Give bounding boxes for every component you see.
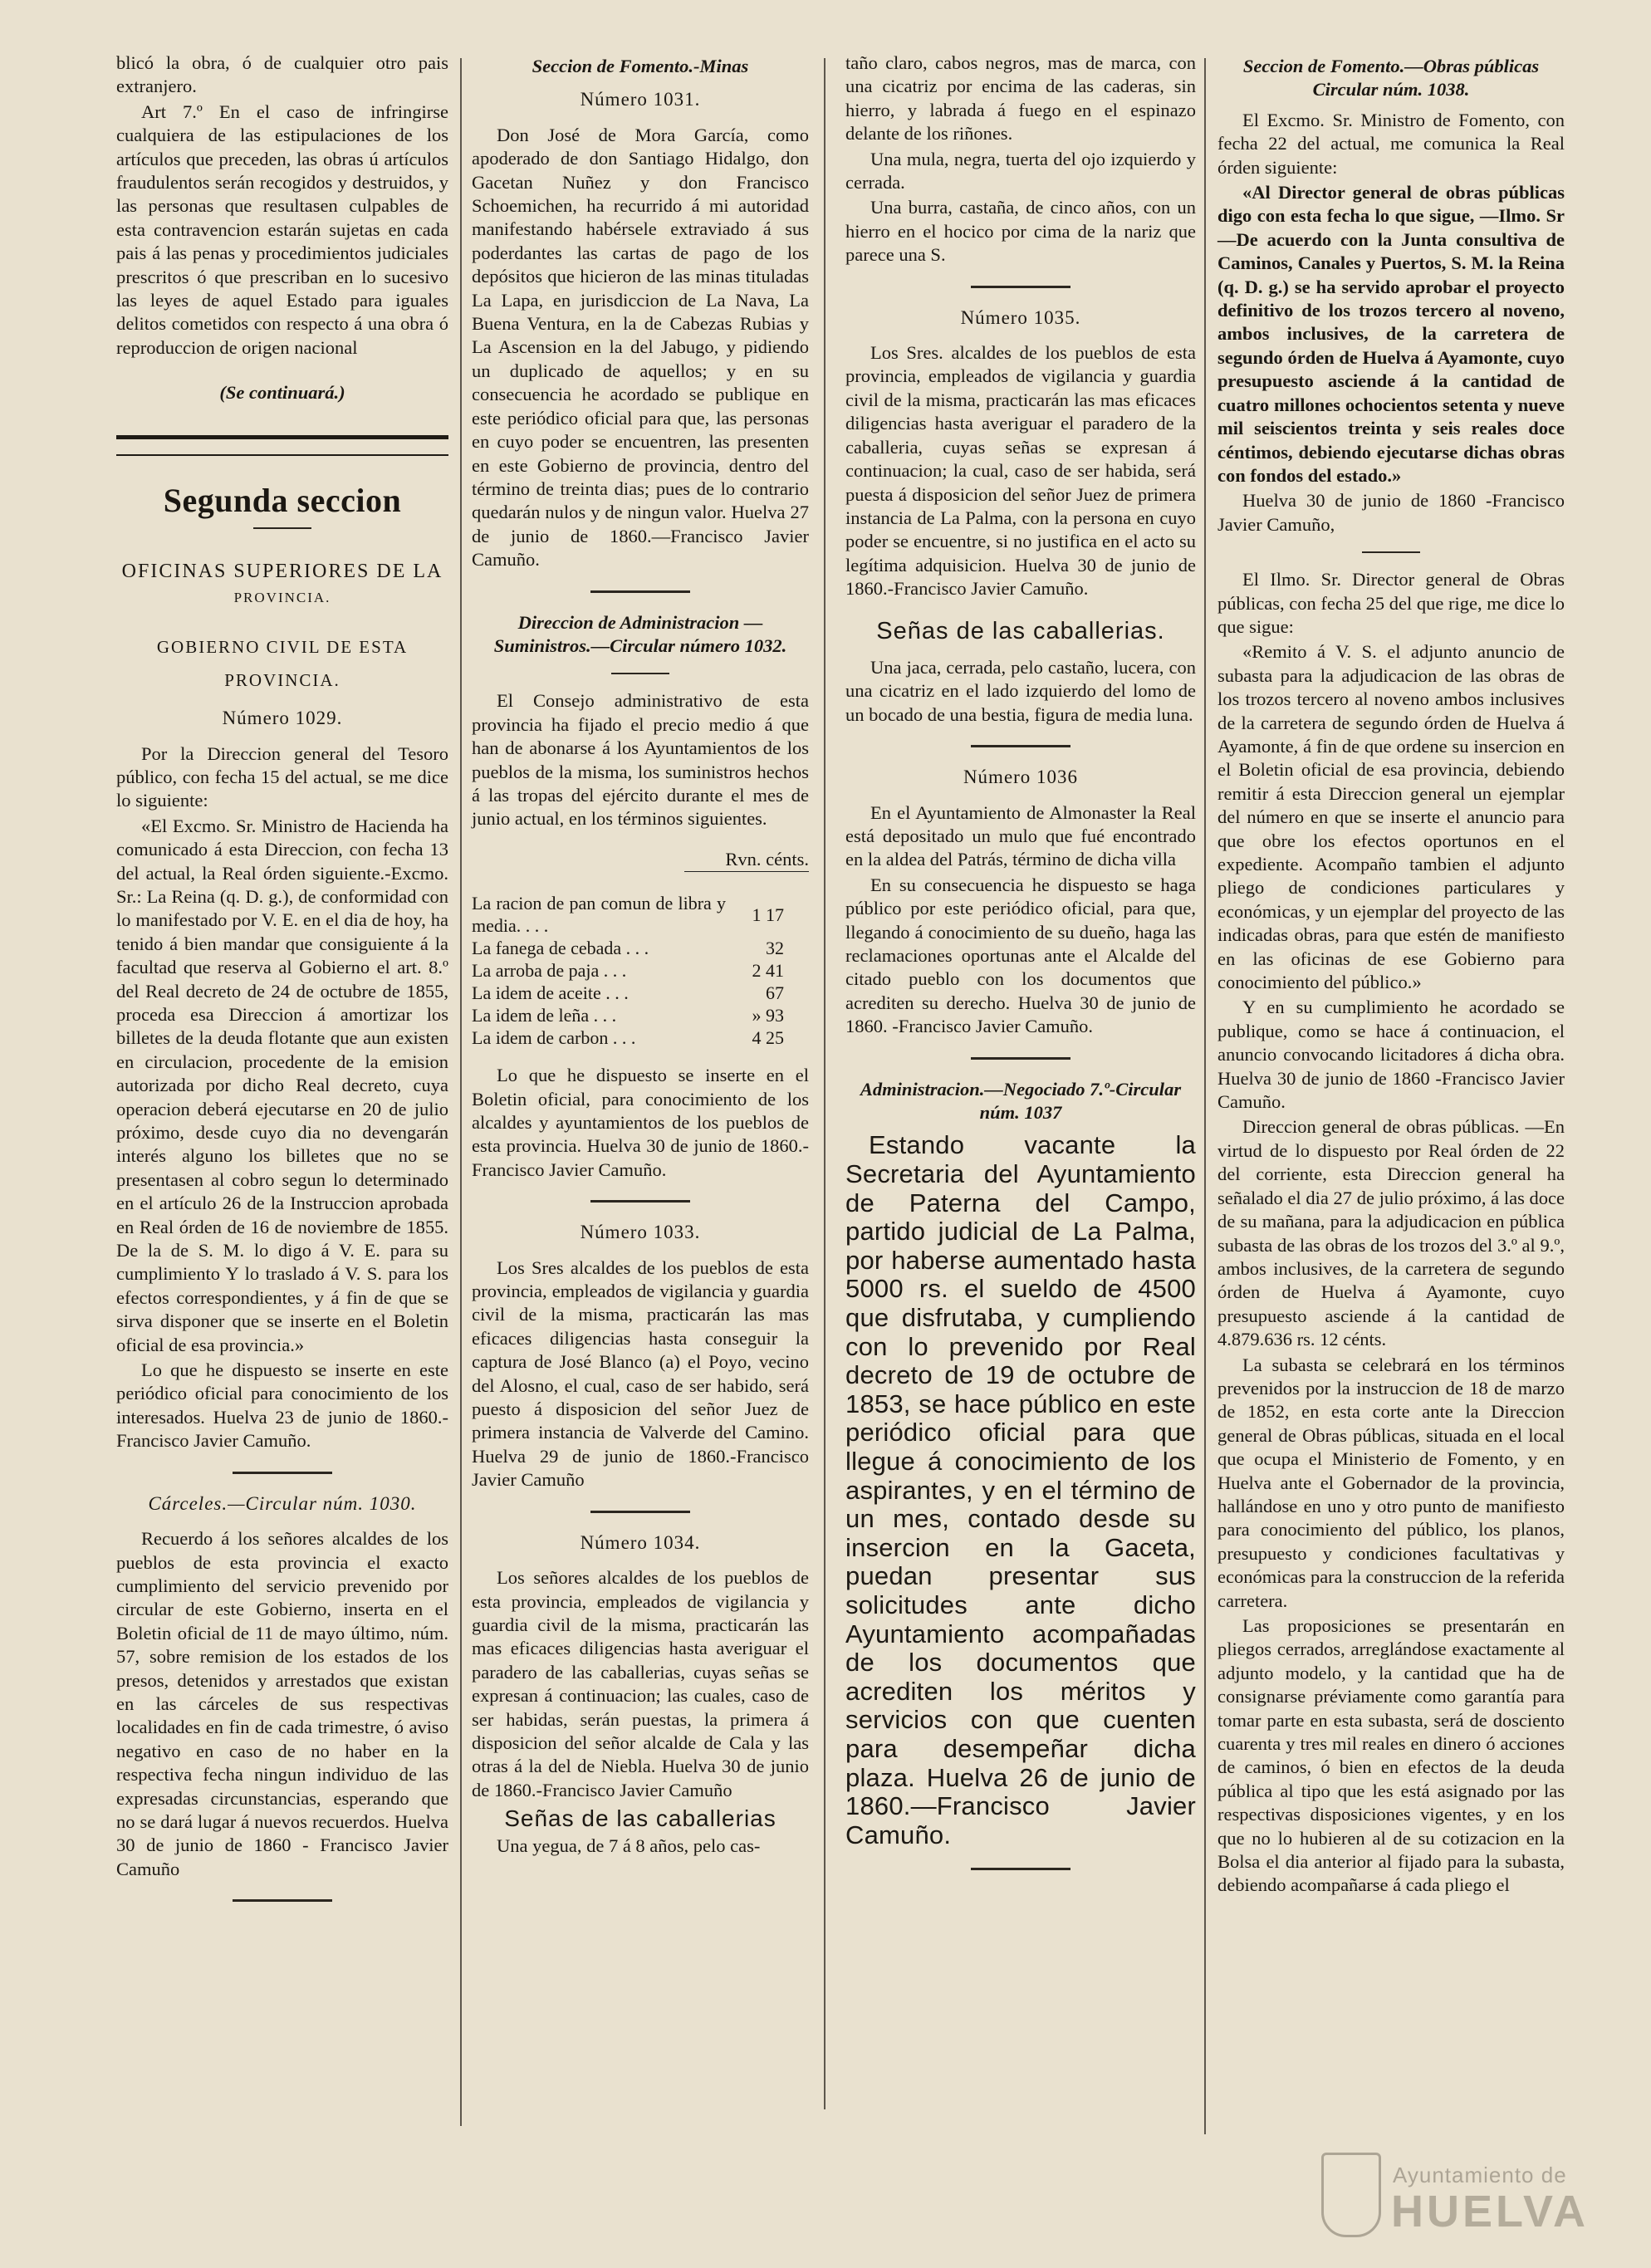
separator	[971, 1868, 1070, 1870]
paragraph: Recuerdo á los señores alcaldes de los pueblos de esta provincia el exacto cumplimiento del servicio prevenido por circular de este Gobierno, inserta en el Boletin oficial de 11 de mayo último, núm. 57, sobre remision de los estados de los presos, detenidos y arrestados que existan en las cárceles de sus respectivas localidades en fin de cada trimestre, ó aviso negativo en caso de no haber en la respectiva fecha ningun individuo de las expresadas circunstancias, esperando que no se dará lugar á nuevos recuerdos. Huelva 30 de junio de 1860 - Francisco Javier Camuño	[116, 1528, 448, 1879]
section-rule	[116, 454, 448, 456]
paragraph: La subasta se celebrará en los términos prevenidos por la instruccion de 18 de marzo de 1852, en esta corte ante la Direccion general de Obras públicas, situada en el local que ocupa el Ministerio de Fomento, y en Huelva ante el Gobernador de la provincia, hallándose en uno y otro punto de manifiesto para conocimiento del público, los planos, presupuesto y condiciones facultativas y económicas para la construccion de la referida carretera.	[1217, 1354, 1565, 1611]
price-column-header: Rvn. cénts.	[684, 848, 809, 872]
separator	[1362, 551, 1420, 553]
paragraph: taño claro, cabos negros, mas de marca, con una cicatriz por encima de las caderas, sin hierro, y labrada á fuego en el espinazo delante de los riñones.	[845, 52, 1196, 145]
section-rule	[116, 435, 448, 439]
paragraph: Una mula, negra, tuerta del ojo izquierdo y cerrada.	[845, 148, 1196, 193]
reales-value: 1	[752, 904, 762, 925]
paragraph: Por la Direccion general del Tesoro público, con fecha 15 del actual, se me dice lo siguiente:	[116, 742, 448, 811]
price-table	[472, 892, 809, 1049]
paragraph: El Excmo. Sr. Ministro de Fomento, con fecha 22 del actual, me comunica la Real órden siguiente:	[1217, 109, 1565, 178]
paragraph: «Remito á V. S. el adjunto anuncio de subasta para la adjudicacion de las obras de los trozos tercero al noveno ambos inclusives de la carretera de segundo órden de Huelva á Ayamonte, á fin de que ordene su insercion en el Boletin oficial de esa provincia, debiendo remitir á esta Direccion general un ejemplar del número en que se inserte el anuncio para que obre los efectos oportunos en el expediente. Acompaño tambien el adjunto pliego de condiciones particulares y económicas, y un ejemplar del proyecto de las indicadas obras, para que estén de manifiesto en las oficinas de ese Gobierno para conocimiento del público.»	[1217, 641, 1565, 993]
article-number: Número 1034.	[580, 1531, 701, 1553]
article-number: Número 1031.	[580, 89, 701, 110]
separator	[233, 1472, 332, 1474]
subsection-heading: GOBIERNO CIVIL DE ESTA PROVINCIA.	[156, 637, 409, 691]
paragraph: Huelva 30 de junio de 1860 -Francisco Javier Camuño,	[1217, 490, 1565, 535]
subheading: Señas de las caballerias	[504, 1805, 777, 1832]
watermark-line: Ayuntamiento de	[1393, 2163, 1567, 2187]
reales-value: »	[752, 1005, 762, 1026]
watermark-line: HUELVA	[1391, 2187, 1589, 2236]
table-row	[472, 892, 809, 937]
table-cell	[726, 959, 809, 982]
separator	[590, 1511, 690, 1513]
separator	[233, 1899, 332, 1902]
separator	[971, 286, 1070, 288]
article-heading: Cárceles.—Circular núm. 1030.	[148, 1492, 417, 1514]
paragraph: «Al Director general de obras públicas digo con esta fecha lo que sigue, —Ilmo. Sr —De acuerdo con la Junta consultiva de Caminos, Canales y Puertos, S. M. la Reina (q. D. g.) se ha servido aprobar el proyecto definitivo de los trozos tercero al noveno, ambos inclusives, de la carretera de segundo órden de Huelva á Ayamonte, cuyo presupuesto asciende á la cantidad de cuatro millones ochocientos setenta y nueve mil seiscientos treinta y seis reales doce céntimos, debiendo ejecutarse dichas obras con fondos del estado.»	[1217, 182, 1565, 486]
table-cell	[726, 937, 809, 959]
paragraph: «El Excmo. Sr. Ministro de Hacienda ha comunicado á esta Direccion, con fecha 13 del actual, la Real órden siguiente.-Excmo. Sr.: La Reina (q. D. g.), de conformidad con lo manifestado por V. E. en el dia de hoy, ha tenido á bien mandar que consiguiente á la facultad que reserva al Gobierno el art. 8.º del Real decreto de 24 de octubre de 1855, proceda esa Direccion á amortizar los billetes de la deuda flotante que aun existen en circulacion, procedente de la emision autorizada por dicho Real decreto, cuya operacion deberá ejecutarse en 20 de julio próximo, desde cuyo dia no devengarán interés alguno los billetes que no se presentasen al cobro segun lo determinado en el artículo 26 de la Instruccion aprobada en Real órden de 16 de noviembre de 1855. De la de S. M. lo digo á V. E. para su cumplimiento Y lo traslado á V. S. para los efectos correspondientes, y á fin de que se sirva disponer que se inserte en el Boletin oficial de esa provincia.»	[116, 815, 448, 1355]
separator	[253, 527, 311, 529]
ayuntamiento-watermark	[1316, 2136, 1649, 2252]
article-number: Número 1036	[963, 767, 1079, 788]
table-row	[472, 982, 809, 1004]
paragraph: Lo que he dispuesto se inserte en el Boletin oficial, para conocimiento de los alcaldes y ayuntamientos de los pueblos de esta provincia. Huelva 30 de junio de 1860.-Francisco Javier Camuño.	[472, 1065, 809, 1180]
table-row	[472, 1004, 809, 1026]
table-cell: La idem de leña . . .	[472, 1005, 617, 1026]
heading-line: PROVINCIA.	[233, 590, 331, 606]
paragraph: Don José de Mora García, como apoderado de don Santiago Hidalgo, don Gacetan Nuñez y don Francisco Schoemichen, ha recurrido á mi autoridad manifestando habérsele extraviado á sus poderdantes las cartas de pago de los depósitos que hicieron de las minas tituladas La Lapa, en jurisdiccion de La Nava, La Buena Ventura, en la de Cabezas Rubias y La Ascension en la del Jabugo, y pidiendo un duplicado de aquellos; y en su consecuencia he acordado se publique en este periódico oficial para que, las personas en cuyo poder se encuentren, las presenten en este Gobierno de provincia, dentro del término de treinta dias; pues de lo contrario quedarán nulos y de ningun valor. Huelva 27 de junio de 1860.—Francisco Javier Camuño.	[472, 124, 809, 571]
column-2	[472, 51, 809, 1859]
reales-value: 67	[766, 982, 784, 1004]
centimos-value: 17	[766, 904, 784, 925]
column-rule	[460, 58, 462, 2126]
paragraph: Una jaca, cerrada, pelo castaño, lucera, con una cicatriz en el lado izquierdo del lomo de un bocado de una bestia, figura de media luna.	[845, 656, 1196, 725]
paragraph: Direccion general de obras públicas. —En virtud de lo dispuesto por Real órden de 22 del corriente, esta Direccion general ha señalado el dia 27 de julio próximo, á las doce de su mañana, para la adjudicacion en pública subasta de las obras de los trozos del 3.º al 9.º, ambos inclusives, de la carretera de segundo órden de Huelva á Ayamonte, cuyo presupuesto asciende á la cantidad de 4.879.636 rs. 12 cénts.	[1217, 1116, 1565, 1350]
table-row	[472, 959, 809, 982]
coat-of-arms-icon	[1321, 2153, 1381, 2237]
paragraph: Lo que he dispuesto se inserte en este periódico oficial para conocimiento de los interesados. Huelva 23 de junio de 1860.-Francisco Javier Camuño.	[116, 1359, 448, 1452]
paragraph: Art 7.º En el caso de infringirse cualquiera de las estipulaciones de los artículos que preceden, las obras ú artículos fraudulentos serán recogidos y destruidos, y las personas que resultasen culpables de esta contravencion estarán sujetas en cada pais á las penas y procedimientos judiciales prescritos ó que prescriban en lo sucesivo las leyes de aquel Estado para iguales delitos cometidos con respecto á una obra ó reproduccion de origen nacional	[116, 100, 448, 358]
paragraph: Y en su cumplimiento he acordado se publique, como se hace á continuacion, el anuncio convocando licitadores á dicha obra. Huelva 30 de junio de 1860 -Francisco Javier Camuño.	[1217, 997, 1565, 1113]
table-cell	[726, 892, 809, 937]
column-4	[1217, 51, 1565, 1899]
announcement-paragraph: Estando vacante la Secretaria del Ayuntamiento de Paterna del Campo, partido judicial de La Palma, por haberse aumentado hasta 5000 rs. el sueldo de 4500 que disfrutaba, y cumpliendo con lo prevenido por Real decreto de 19 de octubre de 1853, se hace público en este periódico oficial para que llegue á conocimiento de los aspirantes, y en el término de un mes, contado desde su insercion en la Gaceta, puedan presentar sus solicitudes ante dicho Ayuntamiento acompañadas de los documentos que acrediten los méritos y servicios con que cuenten para desempeñar dicha plaza. Huelva 26 de junio de 1860.—Francisco Javier Camuño.	[845, 1130, 1196, 1849]
reales-value: 4	[752, 1027, 762, 1049]
table-cell: La arroba de paja . . .	[472, 960, 627, 982]
subheading: Señas de las caballerias.	[876, 617, 1165, 644]
centimos-value: 93	[766, 1005, 784, 1026]
article-heading: Seccion de Fomento.—Obras públicas Circular núm. 1038.	[1242, 56, 1540, 100]
article-number: Número 1029.	[222, 708, 343, 729]
continuation-note: (Se continuará.)	[219, 382, 345, 404]
separator	[611, 673, 669, 674]
centimos-value: 25	[766, 1027, 784, 1049]
separator	[590, 1200, 690, 1203]
section-title: Segunda seccion	[163, 481, 402, 519]
table-cell	[726, 982, 809, 1004]
paragraph: Una burra, castaña, de cinco años, con un hierro en el hocico por cima de la nariz que parece una S.	[845, 197, 1196, 266]
paragraph: Los Sres. alcaldes de los pueblos de esta provincia, empleados de vigilancia y guardia civil de la misma, practicarán las mas eficaces diligencias hasta averiguar el paradero de la caballeria, cuyas señas se expresan á continuacion; la cual, caso de ser habida, será puesta á disposicion del señor Juez de primera instancia de La Palma, con la persona en cuyo poder se encuentre, si no justifica en el acto su legítima adquisicion. Huelva 30 de junio de 1860.-Francisco Javier Camuño.	[845, 342, 1196, 600]
reales-value: 32	[766, 938, 784, 959]
separator	[971, 1057, 1070, 1060]
column-rule	[824, 58, 826, 2109]
paragraph: Una yegua, de 7 á 8 años, pelo cas-	[497, 1834, 761, 1856]
separator	[971, 745, 1070, 747]
heading-line: OFICINAS SUPERIORES DE LA	[121, 561, 443, 583]
paragraph: Los Sres alcaldes de los pueblos de esta provincia, empleados de vigilancia y guardia civil de la misma, practicarán las mas eficaces diligencias hasta conseguir la captura de José Blanco (a) el Poyo, vecino del Alosno, el cual, caso de ser habido, será puesto á disposicion del señor Juez de primera instancia de Valverde del Camino. Huelva 29 de junio de 1860.-Francisco Javier Camuño	[472, 1256, 809, 1491]
article-heading: Seccion de Fomento.-Minas	[532, 56, 749, 76]
paragraph: El Consejo administrativo de esta provincia ha fijado el precio medio á que han de abonarse á los Ayuntamientos de los pueblos de la misma, los suministros hechos á las tropas del ejército durante el mes de junio actual, en los términos siguientes.	[472, 690, 809, 830]
article-heading: Administracion.—Negociado 7.º-Circular núm. 1037	[860, 1078, 1182, 1124]
article-number: Número 1035.	[960, 306, 1081, 328]
paragraph: Las proposiciones se presentarán en pliegos cerrados, arreglándose exactamente al adjunto modelo, y la cantidad que ha de consignarse préviamente como garantía para tomar parte en esta subasta, será de dosciento cuarenta y tres mil reales en dinero ó acciones de caminos, ó bien en efectos de la deuda pública al tipo que les está asignado por las respectivas disposiciones vigentes, y en los que no lo hubieren al de su cotizacion en la Bolsa el dia anterior al fijado para la subasta, debiendo acompañarse á cada pliego el	[1217, 1615, 1565, 1896]
paragraph: Los señores alcaldes de los pueblos de esta provincia, empleados de vigilancia y guardia civil de la misma, practicarán las mas eficaces diligencias hasta averiguar el paradero de las caballerias, cuyas señas se expresan á continuacion; las cuales, caso de ser habidas, serán puestas, la primera á disposicion del señor alcalde de Cala y las otras á la del de Niebla. Huelva 30 de junio de 1860.-Francisco Javier Camuño	[472, 1567, 809, 1800]
table-cell	[726, 1004, 809, 1026]
article-number: Número 1033.	[580, 1222, 701, 1243]
table-row	[472, 937, 809, 959]
paragraph: En su consecuencia he dispuesto se haga público por este periódico oficial, para que, llegando á conocimiento de su dueño, haga las reclamaciones oportunas ante el Alcalde del citado pueblo con los documentos que acrediten su derecho. Huelva 30 de junio de 1860. -Francisco Javier Camuño.	[845, 874, 1196, 1037]
table-row	[472, 1026, 809, 1049]
table-cell: La fanega de cebada . . .	[472, 938, 649, 959]
article-heading: Direccion de Administracion —Suministros.—Circular número 1032.	[493, 611, 787, 656]
table-cell: La idem de aceite . . .	[472, 982, 629, 1004]
paragraph: blicó la obra, ó de cualquier otro pais extranjero.	[116, 52, 448, 97]
table-cell: La idem de carbon . . .	[472, 1027, 636, 1049]
column-3	[845, 51, 1196, 1888]
table-cell: La racion de pan comun de libra y media. . . .	[472, 893, 726, 937]
column-rule	[1204, 58, 1206, 2134]
paragraph: El Ilmo. Sr. Director general de Obras públicas, con fecha 25 del que rige, me dice lo que sigue:	[1217, 569, 1565, 637]
paragraph: En el Ayuntamiento de Almonaster la Real está depositado un mulo que fué encontrado en la aldea del Patrás, término de dicha villa	[845, 801, 1196, 870]
reales-value: 2	[752, 960, 762, 982]
section-heading	[116, 559, 448, 610]
separator	[590, 590, 690, 593]
table-cell	[726, 1026, 809, 1049]
centimos-value: 41	[766, 960, 784, 982]
column-1	[116, 51, 448, 1920]
